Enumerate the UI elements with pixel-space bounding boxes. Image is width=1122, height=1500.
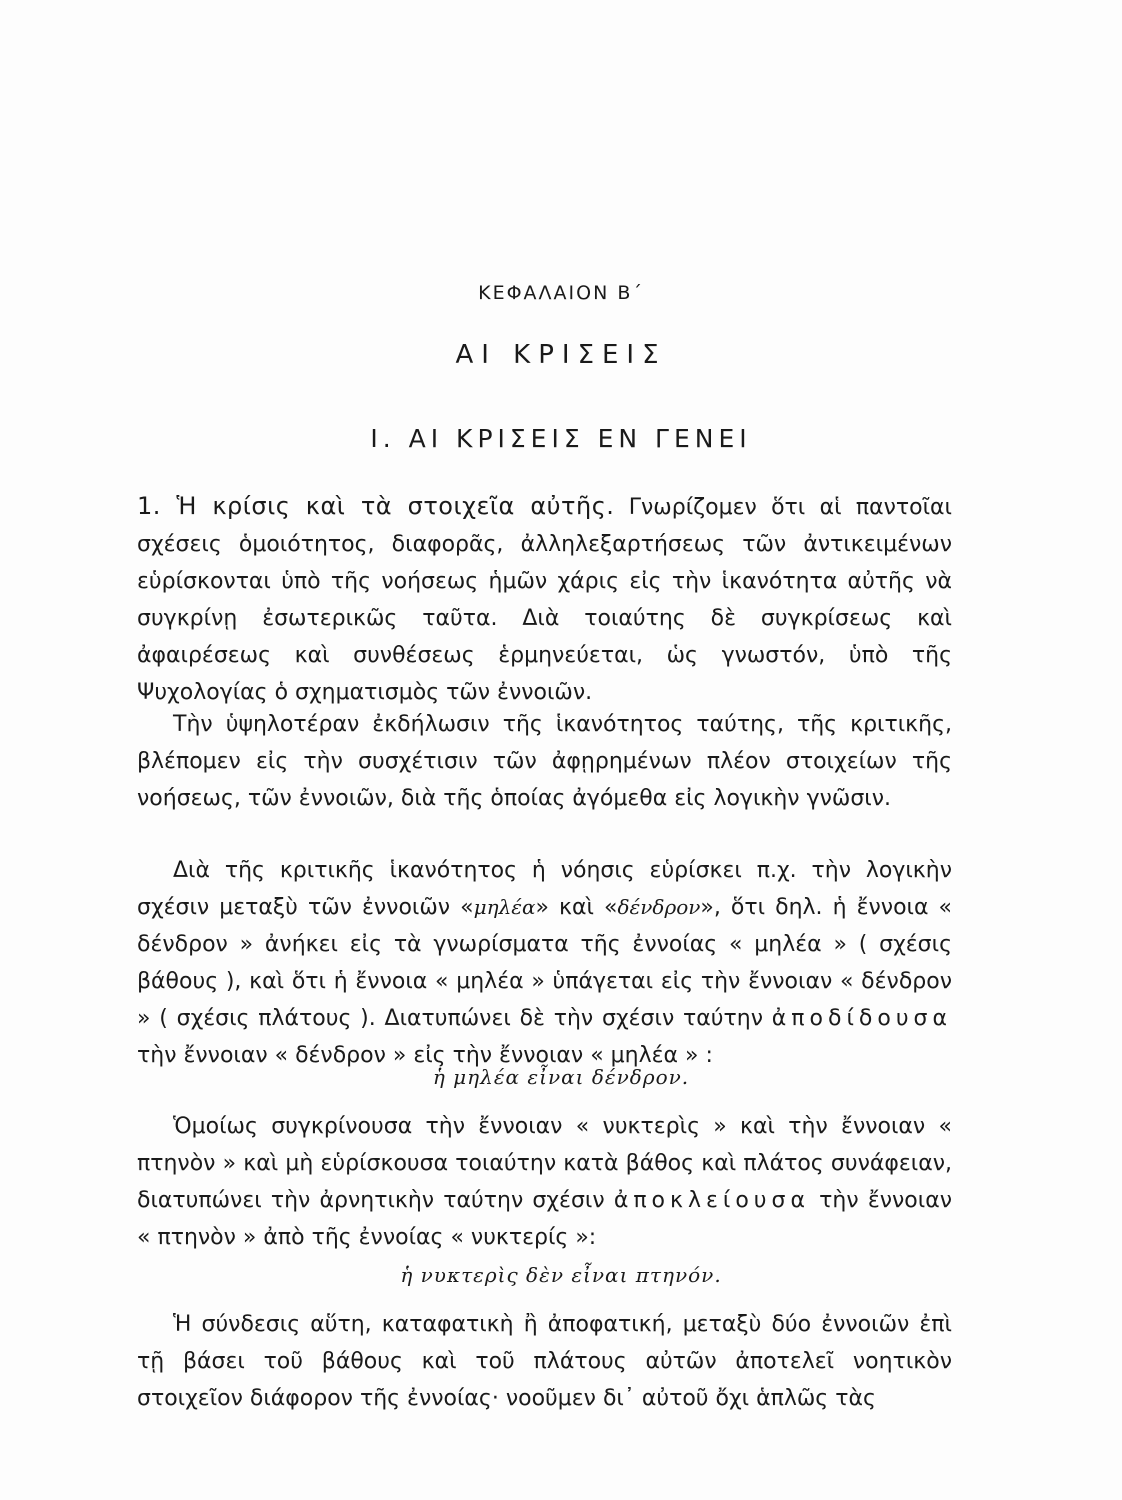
paragraph-1-body: Γνωρίζομεν ὅτι αἱ παντοῖαι σχέσεις ὁμοιότητος, διαφορᾶς, ἀλληλεξαρτήσεως τῶν ἀντικειμένων εὑρίσκονται ὑπὸ τῆς νοήσεως ἡμῶν χάρις εἰς τὴν ἱκανότητα αὐτῆς νὰ συγκρίνῃ ἐσωτερικῶς ταῦτα. Διὰ τοιαύτης δὲ συγκρίσεως καὶ ἀφαιρέσεως καὶ συνθέσεως ἑρμηνεύεται, ὡς γνωστόν, ὑπὸ τῆς Ψυχολογίας ὁ σχηματισμὸς τῶν ἐννοιῶν. <box>137 495 952 705</box>
section-title: I. ΑΙ ΚΡΙΣΕΙΣ ΕΝ ΓΕΝΕΙ <box>370 424 752 453</box>
paragraph-1 <box>137 488 952 711</box>
term-milea-italic: μηλέα <box>473 895 536 919</box>
term-dendron-italic: δένδρον <box>617 895 701 919</box>
spaced-term-apokleiousa: ἀποκλείουσα <box>613 1188 810 1213</box>
paragraph-4-part-a: Ὁμοίως συγκρίνουσα τὴν ἔννοιαν « νυκτερὶς » καὶ τὴν ἔννοιαν « πτηνὸν » καὶ μὴ εὑρίσκουσα τοιαύτην κατὰ βάθος καὶ πλάτος συνάφειαν, διατυπώνει τὴν ἀρνητικὴν ταύτην σχέσιν <box>137 1114 952 1213</box>
chapter-title: ΑΙ ΚΡΙΣΕΙΣ <box>455 340 667 370</box>
paragraph-3-part-d: τὴν ἔννοιαν « δένδρον » εἰς τὴν ἔννοιαν « μηλέα » : <box>137 1043 713 1068</box>
example-judgment-2: ἡ νυκτερὶς δὲν εἶναι πτηνόν. <box>400 1263 722 1287</box>
example-judgment-1: ἡ μηλέα εἶναι δένδρον. <box>432 1065 690 1089</box>
paragraph-2: Τὴν ὑψηλοτέραν ἐκδήλωσιν τῆς ἱκανότητος ταύτης, τῆς κριτικῆς, βλέπομεν εἰς τὴν συσχέτισιν τῶν ἀφῃρημένων πλέον στοιχείων τῆς νοήσεως, τῶν ἐννοιῶν, διὰ τῆς ὁποίας ἀγόμεθα εἰς λογικὴν γνῶσιν. <box>137 712 952 811</box>
paragraph-3 <box>137 852 952 1074</box>
paragraph-3-part-a: Διὰ τῆς κριτικῆς ἱκανότητος ἡ νόησις εὑρίσκει π.χ. τὴν λογικὴν σχέσιν μεταξὺ τῶν ἐννοιῶν « <box>137 858 952 920</box>
spaced-term-apodidousa: ἀποδίδουσα <box>771 1006 952 1031</box>
paragraph-3-part-c: », ὅτι δηλ. ἡ ἔννοια « δένδρον » ἀνήκει εἰς τὰ γνωρίσματα τῆς ἐννοίας « μηλέα » ( σχέσις βάθους ), καὶ ὅτι ἡ ἔννοια « μηλέα » ὑπάγεται εἰς τὴν ἔννοιαν « δένδρον » ( σχέσις πλάτους ). Διατυπώνει δὲ τὴν σχέσιν ταύτην <box>137 895 953 1031</box>
chapter-label: ΚΕΦΑΛΑΙΟΝ Β΄ <box>478 282 644 304</box>
paragraph-4 <box>137 1108 952 1256</box>
paragraph-1-heading: 1. Ἡ κρίσις καὶ τὰ στοιχεῖα αὐτῆς. <box>137 492 615 520</box>
paragraph-4-part-b: τὴν ἔννοιαν « πτηνὸν » ἀπὸ τῆς ἐννοίας « νυκτερίς »: <box>137 1188 952 1250</box>
paragraph-3-part-b: » καὶ « <box>535 895 618 920</box>
paragraph-5: Ἡ σύνδεσις αὕτη, καταφατικὴ ἢ ἀποφατική, μεταξὺ δύο ἐννοιῶν ἐπὶ τῇ βάσει τοῦ βάθους καὶ τοῦ πλάτους αὐτῶν ἀποτελεῖ νοητικὸν στοιχεῖον διάφορον τῆς ἐννοίας· νοοῦμεν δι᾽ αὐτοῦ ὄχι ἁπλῶς τὰς <box>137 1312 952 1411</box>
